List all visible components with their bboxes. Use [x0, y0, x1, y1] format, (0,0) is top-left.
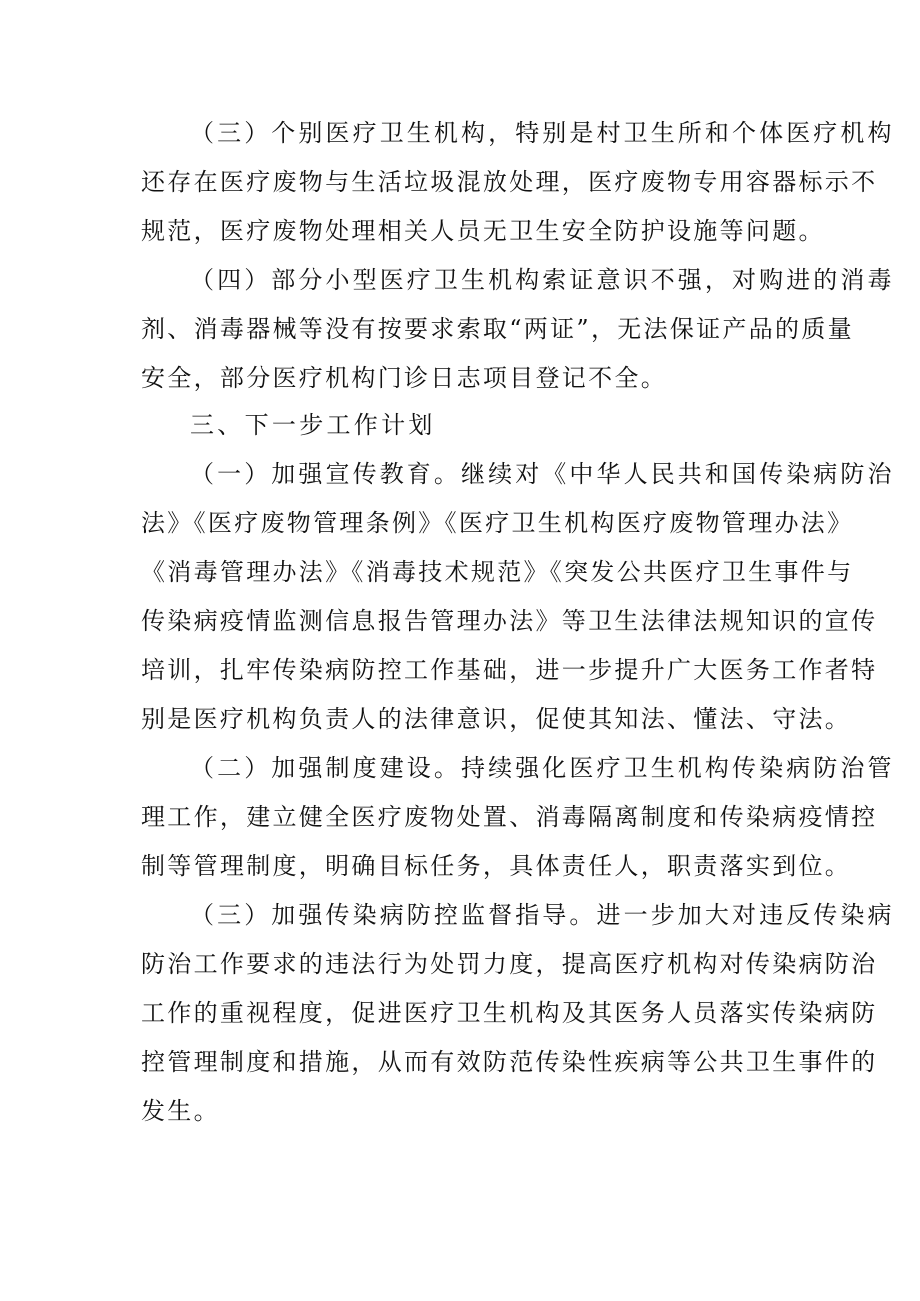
text-line-9: 法》《医疗废物管理条例》《医疗卫生机构医疗废物管理办法》 — [141, 509, 854, 537]
text-line-10: 《消毒管理办法》《消毒技术规范》《突发公共医疗卫生事件与 — [141, 558, 854, 586]
text-line-11: 传染病疫情监测信息报告管理办法》等卫生法律法规知识的宣传 — [141, 607, 878, 635]
text-line-19: 工作的重视程度，促进医疗卫生机构及其医务人员落实传染病防 — [141, 999, 878, 1027]
text-line-5: 剂、消毒器械等没有按要求索取“两证”，无法保证产品的质量 — [141, 315, 854, 343]
text-line-20: 控管理制度和措施，从而有效防范传染性疾病等公共卫生事件的 — [141, 1048, 878, 1076]
text-line-14: （二）加强制度建设。持续强化医疗卫生机构传染病防治管 — [190, 754, 895, 782]
text-line-12: 培训，扎牢传染病防控工作基础，进一步提升广大医务工作者特 — [141, 656, 878, 684]
text-line-21: 发生。 — [141, 1097, 220, 1125]
text-line-16: 制等管理制度，明确目标任务，具体责任人，职责落实到位。 — [141, 852, 852, 880]
text-line-13: 别是医疗机构负责人的法律意识，促使其知法、懂法、守法。 — [141, 705, 852, 733]
text-line-1: （三）个别医疗卫生机构，特别是村卫生所和个体医疗机构 — [190, 119, 895, 147]
text-line-18: 防治工作要求的违法行为处罚力度，提高医疗机构对传染病防治 — [141, 950, 878, 978]
text-line-3: 规范，医疗废物处理相关人员无卫生安全防护设施等问题。 — [141, 217, 825, 245]
text-line-6: 安全，部分医疗机构门诊日志项目登记不全。 — [141, 364, 667, 392]
text-line-8: （一）加强宣传教育。继续对《中华人民共和国传染病防治 — [190, 460, 895, 488]
text-line-4: （四）部分小型医疗卫生机构索证意识不强，对购进的消毒 — [190, 266, 895, 294]
text-line-15: 理工作，建立健全医疗废物处置、消毒隔离制度和传染病疫情控 — [141, 803, 878, 831]
text-line-2: 还存在医疗废物与生活垃圾混放处理，医疗废物专用容器标示不 — [141, 168, 878, 196]
text-line-17: （三）加强传染病防控监督指导。进一步加大对违反传染病 — [190, 901, 895, 929]
section-heading: 三、下一步工作计划 — [190, 411, 436, 439]
